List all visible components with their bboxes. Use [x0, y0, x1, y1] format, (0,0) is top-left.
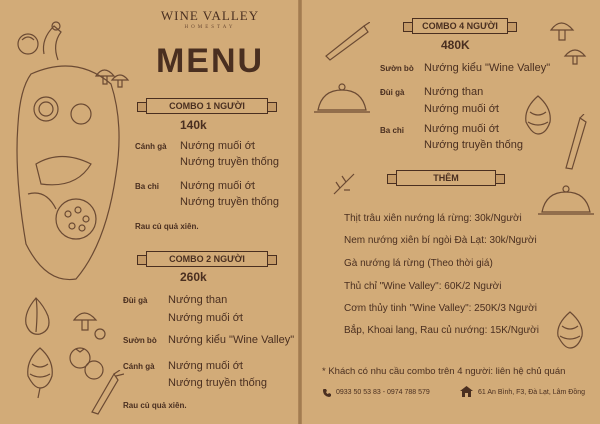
- combo1-ba-chi-1: Nướng muối ớt: [180, 180, 255, 192]
- combo2-suon-bo-label: Sườn bò: [123, 336, 157, 345]
- combo2-canh-ga-label: Cánh gà: [123, 362, 155, 371]
- combo4-suon-bo-1: Nướng kiểu "Wine Valley": [424, 62, 551, 74]
- carrot-sketch: [84, 370, 124, 420]
- combo1-banner: COMBO 1 NGƯỜI: [146, 98, 268, 114]
- artichoke-sketch: [20, 340, 60, 400]
- extra-item: Cơm thủy tinh "Wine Valley": 250K/3 Người: [344, 303, 537, 314]
- combo2-rau: Rau củ quả xiên.: [123, 401, 187, 410]
- extra-item: Bắp, Khoai lang, Rau củ nướng: 15K/Người: [344, 325, 539, 336]
- carrot-sketch-right: [320, 22, 370, 62]
- brand: [140, 8, 280, 30]
- combo4-ba-chi-label: Ba chỉ: [380, 126, 405, 135]
- cloche-sketch-right: [536, 184, 596, 219]
- extra-item: Thủ chỉ "Wine Valley": 60K/2 Người: [344, 281, 502, 292]
- extras-banner: THÊM: [396, 170, 496, 186]
- page-fold: [298, 0, 302, 424]
- artichoke-sketch-right-2: [550, 306, 590, 356]
- combo2-price: 260k: [180, 270, 207, 284]
- combo4-dui-ga-label: Đùi gà: [380, 88, 405, 97]
- mushrooms-sketch-right: [545, 14, 590, 74]
- extra-item: Nem nướng xiên bí ngòi Đà Lạt: 30k/Người: [344, 235, 537, 246]
- mushroom-sketch: [92, 62, 132, 92]
- cloche-sketch: [312, 82, 372, 117]
- carrot-sketch-right-2: [560, 114, 590, 174]
- combo1-canh-ga-1: Nướng muối ớt: [180, 140, 255, 152]
- combo4-ba-chi-2: Nướng truyền thống: [424, 139, 523, 151]
- onion-sketch: [14, 292, 59, 342]
- sprig-sketch: [330, 168, 360, 198]
- group-note: * Khách có nhu cầu combo trên 4 người: liên hệ chủ quán: [322, 366, 566, 377]
- phone-numbers: 0933 50 53 83 - 0974 788 579: [336, 389, 430, 396]
- menu-title: MENU: [155, 42, 265, 80]
- combo1-rau: Rau củ quả xiên.: [135, 222, 199, 231]
- combo4-suon-bo-label: Sườn bò: [380, 64, 414, 73]
- combo1-price: 140k: [180, 118, 207, 132]
- artichoke-sketch-right: [518, 90, 558, 145]
- combo1-canh-ga-label: Cánh gà: [135, 142, 167, 151]
- combo4-dui-ga-1: Nướng than: [424, 86, 484, 98]
- combo2-banner: COMBO 2 NGƯỜI: [146, 251, 268, 267]
- combo1-canh-ga-2: Nướng truyền thống: [180, 156, 279, 168]
- combo2-dui-ga-label: Đùi gà: [123, 296, 148, 305]
- mushrooms-sketch-2: [70, 302, 110, 342]
- combo1-ba-chi-2: Nướng truyền thống: [180, 196, 279, 208]
- phone-icon: [322, 388, 332, 398]
- combo2-canh-ga-2: Nướng truyền thống: [168, 377, 267, 389]
- brand-subtitle: HOMESTAY: [184, 25, 236, 30]
- combo4-ba-chi-1: Nướng muối ớt: [424, 123, 499, 135]
- extra-item: Gà nướng lá rừng (Theo thời giá): [344, 258, 493, 269]
- combo2-canh-ga-1: Nướng muối ớt: [168, 360, 243, 372]
- address: 61 An Bình, F3, Đà Lạt, Lâm Đồng: [478, 389, 586, 396]
- combo4-price: 480K: [441, 38, 470, 52]
- cutting-board-sketch: [6, 14, 136, 304]
- combo1-ba-chi-label: Ba chỉ: [135, 182, 160, 191]
- combo2-suon-bo-1: Nướng kiểu "Wine Valley": [168, 334, 295, 346]
- extra-item: Thịt trâu xiên nướng lá rừng: 30k/Người: [344, 213, 522, 224]
- house-icon: [460, 386, 473, 397]
- combo2-dui-ga-2: Nướng muối ớt: [168, 312, 243, 324]
- combo4-dui-ga-2: Nướng muối ớt: [424, 103, 499, 115]
- brand-name: WINE VALLEY: [160, 8, 260, 23]
- combo2-dui-ga-1: Nướng than: [168, 294, 228, 306]
- combo4-banner: COMBO 4 NGƯỜI: [412, 18, 508, 34]
